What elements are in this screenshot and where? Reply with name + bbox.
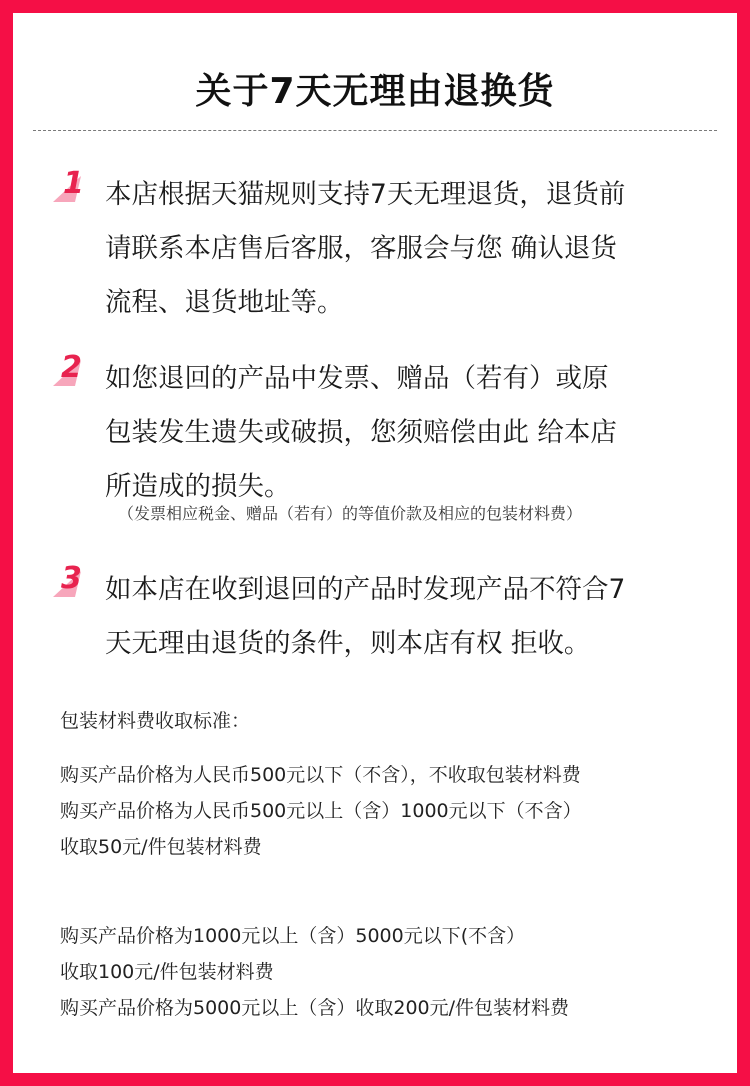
number-badge-1 (51, 166, 87, 206)
rule-text-1: 本店根据天猫规则支持7天无理退货，退货前 请联系本店售后客服，客服会与您 确认退货 流程、退货地址等。 (105, 179, 626, 318)
rule-text-3: 如本店在收到退回的产品时发现产品不符合7 天无理由退货的条件，则本店有权 拒收。 (105, 574, 626, 659)
fee-group-2: 购买产品价格为1000元以上（含）5000元以下(不含） 收取100元/件包装材料费 购买产品价格为5000元以上（含）收取200元/件包装材料费 (60, 925, 570, 1019)
number-badge-3 (51, 561, 87, 601)
rules-card (13, 13, 737, 1073)
number-1: 1 (63, 166, 84, 201)
rule-text-2: 如您退回的产品中发票、赠品（若有）或原 包装发生遗失或破损，您须赔偿由此 给本店 所造成的损失。 (105, 363, 617, 502)
number-2: 2 (61, 350, 82, 385)
number-badge-2 (51, 350, 87, 390)
fee-title: 包装材料费收取标准： (60, 710, 251, 732)
page-title: 关于7天无理由退换货 (195, 71, 555, 112)
compensation-note: （发票相应税金、赠品（若有）的等值价款及相应的包装材料费） (118, 504, 583, 523)
dashed-divider (33, 130, 717, 131)
fee-group-1: 购买产品价格为人民币500元以下（不含），不收取包装材料费 购买产品价格为人民币500元以上（含）1000元以下（不含） 收取50元/件包装材料费 (60, 764, 582, 858)
number-3: 3 (61, 561, 82, 596)
